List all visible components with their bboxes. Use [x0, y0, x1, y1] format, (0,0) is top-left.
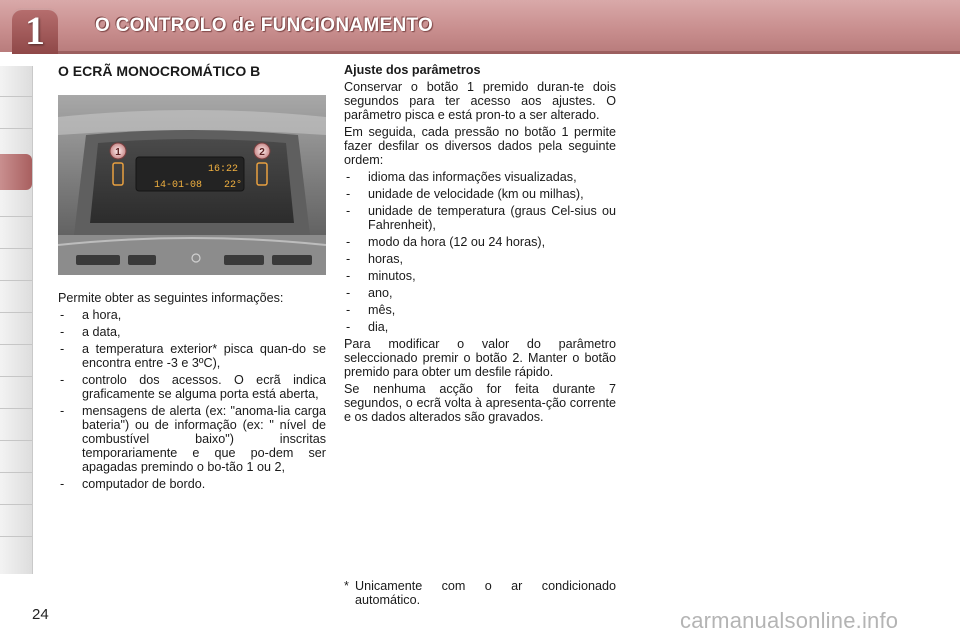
list-item: - a temperatura exterior* pisca quan-do se encontra entre -3 e 3ºC), [58, 342, 326, 370]
section-title: O ECRÃ MONOCROMÁTICO B [58, 63, 261, 79]
footnote [344, 579, 616, 607]
sidebar-tab-divider [0, 96, 32, 97]
sidebar-tab-divider [0, 248, 32, 249]
subsection-title: Ajuste dos parâmetros [344, 63, 481, 77]
sidebar-tab-divider [0, 504, 32, 505]
list-item: - modo da hora (12 ou 24 horas), [344, 235, 616, 249]
paragraph: Para modificar o valor do parâmetro seleccionado premir o botão 2. Manter o botão premido para obter um desfile rápido. [344, 337, 616, 379]
list-item: - idioma das informações visualizadas, [344, 170, 616, 184]
list-item: - horas, [344, 252, 616, 266]
paragraph: Conservar o botão 1 premido duran-te dois segundos para ter acesso aos ajustes. O parâmetro pisca e está pron-to a ser alterado. [344, 80, 616, 122]
page-number: 24 [32, 606, 49, 623]
right-column [344, 63, 616, 427]
page-title: O CONTROLO de FUNCIONAMENTO [95, 15, 434, 36]
display-date: 14-01-08 [154, 180, 203, 191]
sidebar-tab-divider [0, 440, 32, 441]
header-divider [58, 51, 960, 54]
left-column [58, 291, 326, 494]
sidebar-tab-divider [0, 128, 32, 129]
button-2-callout: 2 [259, 147, 265, 158]
sidebar-tab-divider [0, 312, 32, 313]
sidebar-tab-divider [0, 280, 32, 281]
sidebar-tab-divider [0, 376, 32, 377]
button-1-callout: 1 [115, 147, 121, 158]
list-item: - ano, [344, 286, 616, 300]
sidebar-tab-divider [0, 344, 32, 345]
display-time: 16:22 [207, 164, 238, 175]
chapter-sidebar [0, 66, 33, 574]
sidebar-tab-divider [0, 216, 32, 217]
paragraph: Se nenhuma acção for feita durante 7 segundos, o ecrã volta à apresenta-ção corrente e os dados alterados são gravados. [344, 382, 616, 424]
chapter-number: 1 [25, 8, 45, 53]
list-item: - computador de bordo. [58, 477, 326, 491]
display-photo [58, 95, 326, 275]
sidebar-tab-divider [0, 536, 32, 537]
sidebar-tab-divider [0, 472, 32, 473]
list-item: - a data, [58, 325, 326, 339]
intro-text: Permite obter as seguintes informações: [58, 291, 284, 305]
list-item: - controlo dos acessos. O ecrã indica graficamente se alguma porta está aberta, [58, 373, 326, 401]
watermark: carmanualsonline.info [680, 608, 899, 633]
list-item: - dia, [344, 320, 616, 334]
list-item: - mensagens de alerta (ex: "anoma-lia carga bateria") ou de informação (ex: " nível de combustível baixo") inscritas temporariamente e que po-dem ser apagadas premindo o bo-tão 1 ou 2, [58, 404, 326, 474]
paragraph: Em seguida, cada pressão no botão 1 permite fazer desfilar os diversos dados pela seguinte ordem: [344, 125, 616, 167]
list-item: - minutos, [344, 269, 616, 283]
list-item: - unidade de temperatura (graus Cel-sius ou Fahrenheit), [344, 204, 616, 232]
list-item: - mês, [344, 303, 616, 317]
list-item: - unidade de velocidade (km ou milhas), [344, 187, 616, 201]
footnote-marker: * [344, 579, 349, 593]
sidebar-tab-active[interactable] [0, 154, 32, 190]
display-temperature: 22° [223, 180, 242, 191]
list-item: - a hora, [58, 308, 326, 322]
footnote-text: Unicamente com o ar condicionado automático. [355, 579, 616, 607]
sidebar-tab-divider [0, 408, 32, 409]
